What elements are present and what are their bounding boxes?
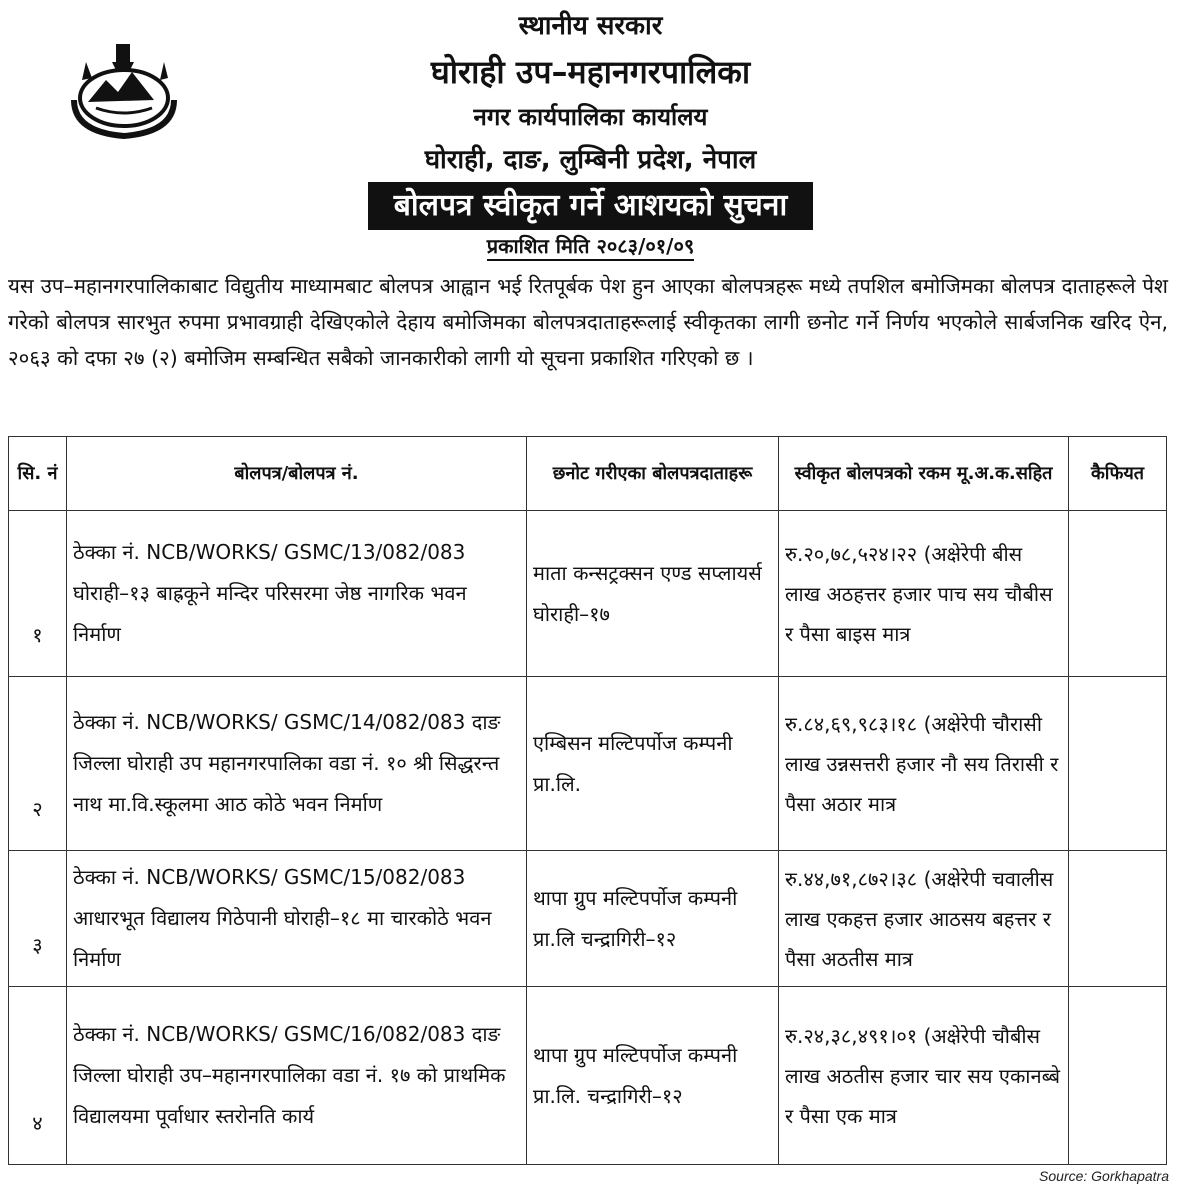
header-line-address: घोराही, दाङ, लुम्बिनी प्रदेश, नेपाल [424, 145, 757, 175]
row-bidder: थापा ग्रुप मल्टिपर्पोज कम्पनी प्रा.लि चन्द्रागिरी–१२ [527, 851, 779, 987]
title-banner [0, 182, 1181, 230]
header-amount: स्वीकृत बोलपत्रको रकम मू.अ.क.सहित [779, 437, 1069, 511]
row-serial: ३ [9, 851, 67, 987]
header-bidder: छनोट गरीएका बोलपत्रदाताहरू [527, 437, 779, 511]
row-bid: ठेक्का नं. NCB/WORKS/ GSMC/15/082/083 आधारभूत विद्यालय गिठेपानी घोराही–१८ मा चारकोठे भवन निर्माण [67, 851, 527, 987]
row-serial: ४ [9, 987, 67, 1165]
notice-title: बोलपत्र स्वीकृत गर्ने आशयको सुचना [368, 182, 813, 230]
row-bidder: एम्बिसन मल्टिपर्पोज कम्पनी प्रा.लि. [527, 677, 779, 851]
row-bid: ठेक्का नं. NCB/WORKS/ GSMC/13/082/083 घोराही–१३ बाह्रकूने मन्दिर परिसरमा जेष्ठ नागरिक भवन निर्माण [67, 511, 527, 677]
header-bid-number: बोलपत्र/बोलपत्र नं. [67, 437, 527, 511]
row-bid: ठेक्का नं. NCB/WORKS/ GSMC/16/082/083 दाङ जिल्ला घोराही उप–महानगरपालिका वडा नं. १७ को प्राथमिक विद्यालयमा पूर्वाधार स्तरोनति कार्य [67, 987, 527, 1165]
publish-date-text: प्रकाशित मिति २०८३/०१/०९ [487, 234, 695, 261]
publish-date [0, 232, 1181, 259]
table-row [9, 511, 1167, 677]
intro-paragraph: यस उप–महानगरपालिकाबाट विद्युतीय माध्यामबाट बोलपत्र आह्वान भई रितपूर्बक पेश हुन आएका बोलपत्रहरू मध्ये तपशिल बमोजिमका बोलपत्र दाताहरूले पेश गरेको बोलपत्र सारभुत रुपमा प्रभावग्राही देखिएकोले देहाय बमोजिमका बोलपत्रदाताहरूलाई स्वीकृतका लागी छनोट गर्ने निर्णय भएकोले सार्बजनिक खरिद ऐन, २०६३ को दफा २७ (२) बमोजिम सम्बन्धित सबैको जानकारीको लागी यो सूचना प्रकाशित गरिएको छ । [8, 274, 1168, 370]
header-line-office: नगर कार्यपालिका कार्यालय [473, 103, 708, 131]
row-remarks [1069, 677, 1167, 851]
row-remarks [1069, 851, 1167, 987]
bid-table [8, 436, 1167, 1165]
row-remarks [1069, 987, 1167, 1165]
row-bidder: माता कन्सट्रक्सन एण्ड सप्लायर्स घोराही–१७ [527, 511, 779, 677]
header-serial: सि. नं [9, 437, 67, 511]
header-remarks: कैफियत [1069, 437, 1167, 511]
row-amount: रु.२०,७८,५२४।२२ (अक्षेरेपी बीस लाख अठहत्तर हजार पाच सय चौबीस र पैसा बाइस मात्र [779, 511, 1069, 677]
source-credit: Source: Gorkhapatra [1039, 1168, 1169, 1184]
table-row [9, 677, 1167, 851]
row-amount: रु.८४,६९,९८३।१८ (अक्षेरेपी चौरासी लाख उन्नसत्तरी हजार नौ सय तिरासी र पैसा अठार मात्र [779, 677, 1069, 851]
table-header-row [9, 437, 1167, 511]
row-serial: १ [9, 511, 67, 677]
header-line-local-government: स्थानीय सरकार [518, 11, 663, 41]
row-serial: २ [9, 677, 67, 851]
table-row [9, 851, 1167, 987]
row-remarks [1069, 511, 1167, 677]
row-bidder: थापा ग्रुप मल्टिपर्पोज कम्पनी प्रा.लि. चन्द्रागिरी–१२ [527, 987, 779, 1165]
table-row [9, 987, 1167, 1165]
header-line-municipality: घोराही उप–महानगरपालिका [430, 53, 751, 91]
row-amount: रु.२४,३८,४९१।०१ (अक्षेरेपी चौबीस लाख अठतीस हजार चार सय एकानब्बे र पैसा एक मात्र [779, 987, 1069, 1165]
row-bid: ठेक्का नं. NCB/WORKS/ GSMC/14/082/083 दाङ जिल्ला घोराही उप महानगरपालिका वडा नं. १० श्री सिद्धरन्त नाथ मा.वि.स्कूलमा आठ कोठे भवन निर्माण [67, 677, 527, 851]
row-amount: रु.४४,७१,८७२।३८ (अक्षेरेपी चवालीस लाख एकहत्त हजार आठसय बहत्तर र पैसा अठतीस मात्र [779, 851, 1069, 987]
